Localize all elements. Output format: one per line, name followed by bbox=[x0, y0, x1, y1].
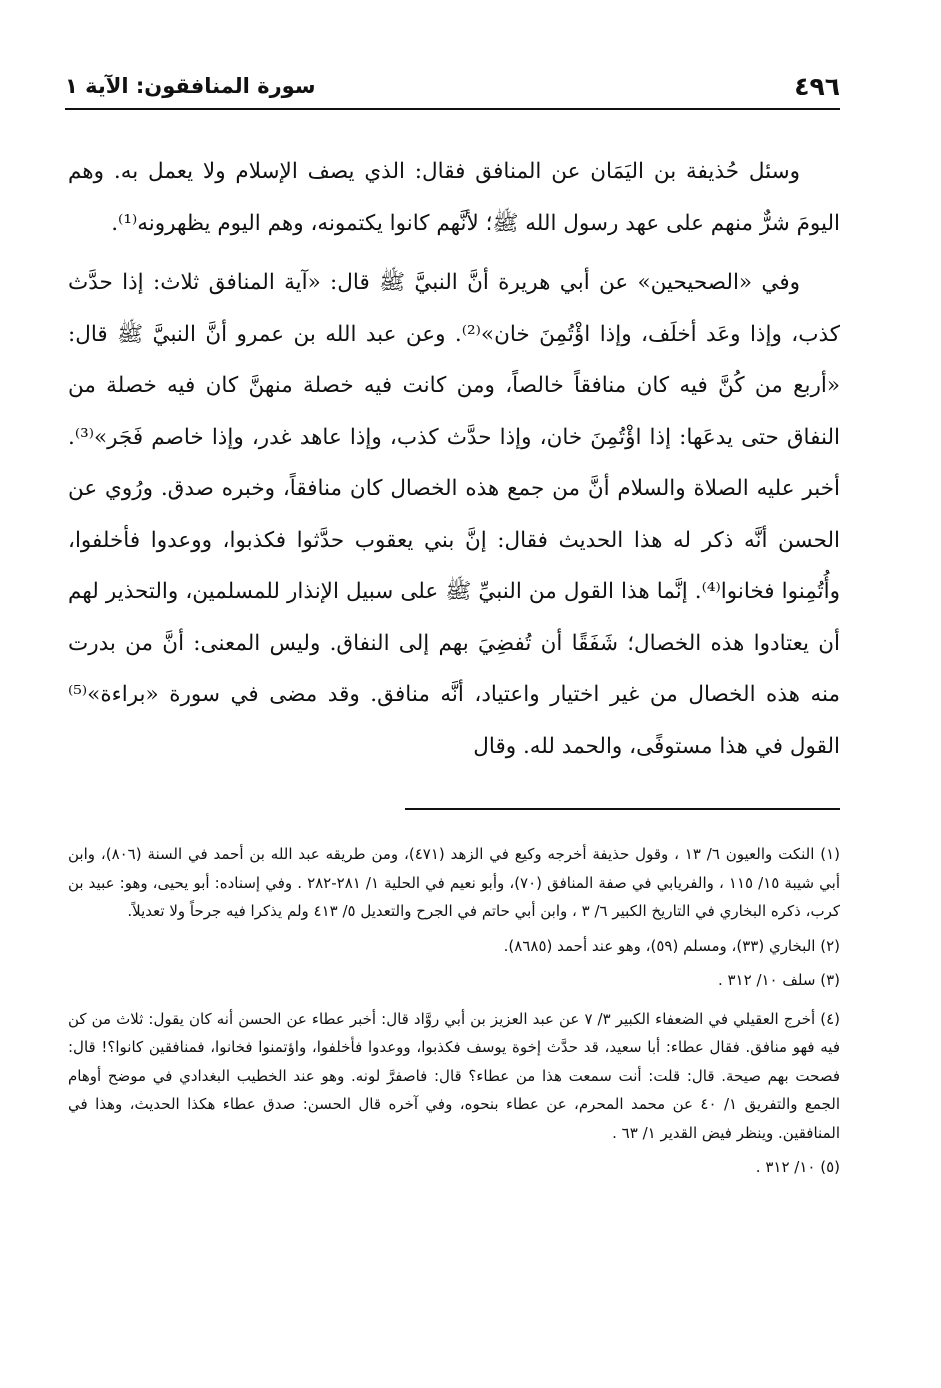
surah-title: سورة المنافقون: الآية ١ bbox=[65, 74, 316, 98]
footnote: (١) النكت والعيون ٦/ ١٣ ، وقول حذيفة أخرجه وكيع في الزهد (٤٧١)، ومن طريقه عبد الله بن أحمد في السنة (٨٠٦)، وابن أبي شيبة ١٥/ ١١٥ ، والفريابي في صفة المنافق (٧٠)، وأبو نعيم في الحلية ١/ ٢٨١-٢٨٢ . وفي إسناده: أبو يحيى، وهو: عبيد بن كرب، ذكره البخاري في التاريخ الكبير ٦/ ٣ ، وابن أبي حاتم في الجرح والتعديل ٥/ ٤١٣ ولم يذكرا فيه جرحاً ولا تعديلاً. bbox=[68, 845, 841, 920]
page-number: ٤٩٦ bbox=[794, 72, 840, 101]
main-text bbox=[68, 146, 840, 772]
running-header bbox=[65, 64, 840, 108]
header-rule bbox=[65, 108, 840, 110]
paragraph: وفي «الصحيحين» عن أبي هريرة أنَّ النبيَّ ﷺ قال: «آية المنافق ثلاث: إذا حدَّث كذب، وإذا وعَد أخلَف، وإذا اؤْتُمِنَ خان»⁽²⁾. وعن عبد الله بن عمرو أنَّ النبيَّ ﷺ قال: «أربع من كُنَّ فيه كان منافقاً خالصاً، ومن كانت فيه خصلة منهنَّ كان فيه خصلة من النفاق حتى يدعَها: إذا اؤْتُمِنَ خان، وإذا حدَّث كذب، وإذا عاهد غدر، وإذا خاصم فَجَر»⁽³⁾. أخبر عليه الصلاة والسلام أنَّ من جمع هذه الخصال كان منافقاً، وخبره صدق. ورُوي عن الحسن أنَّه ذكر له هذا الحديث فقال: إنَّ بني يعقوب حدَّثوا فكذبوا، ووعدوا فأخلفوا، وأُتُمِنوا فخانوا⁽⁴⁾. إنَّما هذا القول من النبيِّ ﷺ على سبيل الإنذار للمسلمين، والتحذير لهم أن يعتادوا هذه الخصال؛ شَفَقًا أن تُفضِيَ بهم إلى النفاق. وليس المعنى: أنَّ من بدرت منه هذه الخصال من غير اختيار واعتياد، أنَّه منافق. وقد مضى في سورة «براءة»⁽⁵⁾ القول في هذا مستوفًى، والحمد لله. وقال bbox=[68, 270, 840, 759]
footnote: (٤) أخرج العقيلي في الضعفاء الكبير ٣/ ٧ عن عبد العزيز بن أبي روَّاد قال: أخبر عطاء عن الحسن أنه كان يقول: ثلاث من كن فيه فهو منافق. فقال عطاء: أبا سعيد، قد حدَّث إخوة يوسف فكذبوا، ووعدوا فأخلفوا، واؤتمنوا فخانوا، فمنافقين كانوا؟! قال: فصحت بهم صيحة. قال: قلت: أنت سمعت هذا من عطاء؟ قال: فاصفرَّ لونه. وهو عند الخطيب البغدادي في موضح أوهام الجمع والتفريق ١/ ٤٠ عن محمد المحرم، عن عطاء بنحوه، وفي آخره قال الحسن: صدق عطاء هكذا الحديث، وهذا في المنافقين. وينظر فيض القدير ١/ ٦٣ . bbox=[68, 1009, 841, 1142]
footnote: (٢) البخاري (٣٣)، ومسلم (٥٩)، وهو عند أحمد (٨٦٨٥). bbox=[503, 936, 840, 955]
paragraph: وسئل حُذيفة بن اليَمَان عن المنافق فقال: الذي يصف الإسلام ولا يعمل به. وهم اليومَ شرٌّ منهم على عهد رسول الله ﷺ؛ لأنَّهم كانوا يكتمونه، وهم اليوم يظهرونه⁽¹⁾. bbox=[68, 159, 840, 236]
footnotes bbox=[68, 840, 840, 1188]
footnote: (٣) سلف ١٠/ ٣١٢ . bbox=[717, 971, 840, 989]
footnote-rule bbox=[405, 808, 840, 810]
footnote: (٥) ١٠/ ٣١٢ . bbox=[755, 1158, 840, 1176]
